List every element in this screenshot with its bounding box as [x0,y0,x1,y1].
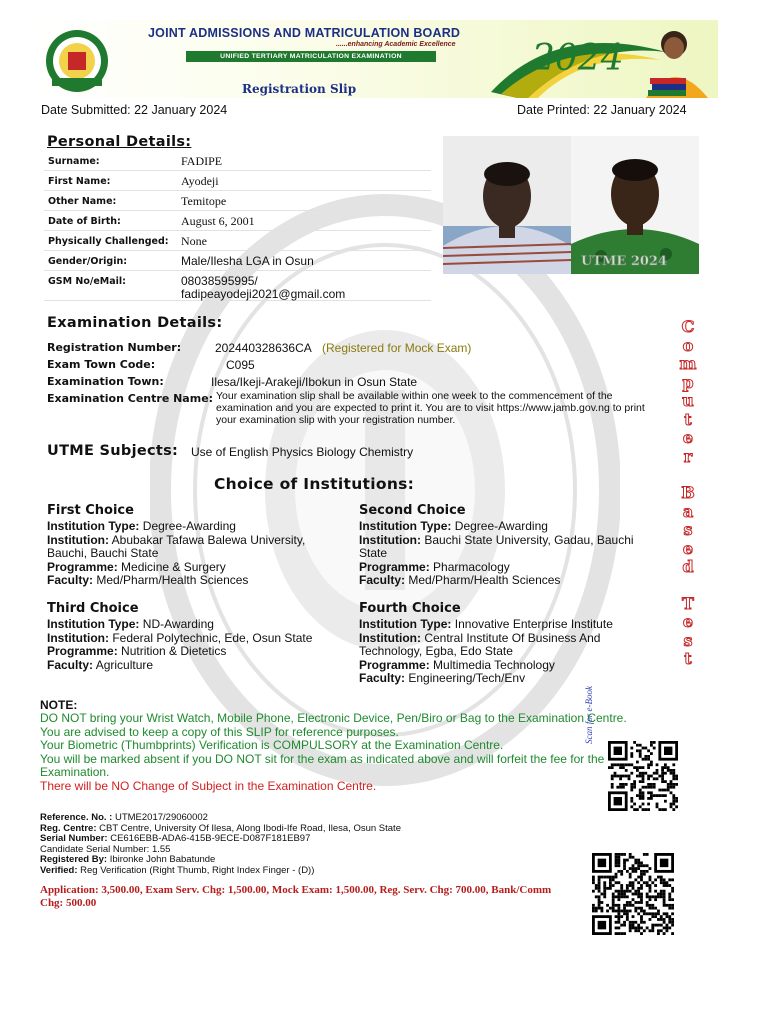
choice-institution-value: Bauchi State University, Gadau, Bauchi State [359,532,634,560]
choice-institution-value: Federal Polytechnic, Ede, Osun State [112,630,313,645]
fees-breakdown: Application: 3,500.00, Exam Serv. Chg: 1,500.00, Mock Exam: 1,500.00, Reg. Serv. Chg: 700.00, Bank/Comm Chg: 500.00 [40,884,552,909]
choice-of-institutions-heading: Choice of Institutions: [214,475,415,493]
choice-faculty-line [47,574,347,588]
reference-value: UTME2017/29060002 [114,812,208,823]
cbt-letter: e [682,612,694,631]
choice-programme-label: Programme: [359,657,430,672]
exam-town-code-value: C095 [226,358,255,372]
candidate-serial: Candidate Serial Number: 1.55 [40,843,171,855]
cbt-letter: r [683,446,693,466]
header-banner [36,20,718,98]
exam-centre-value: Your examination slip shall be available within one week to the commencement of the examination and you are expected to print it. You are to visit https://www.jamb.gov.ng to print your examination slip with your registration number. [216,390,645,426]
board-tagline: ......enhancing Academic Excellence [336,41,456,48]
choice-institution-line [359,534,659,561]
board-name: JOINT ADMISSIONS AND MATRICULATION BOARD [148,26,461,40]
photo-watermark-caption: UTME 2024 [581,254,668,269]
personal-field-value: Male/Ilesha LGA in Osun [181,254,314,268]
choice-institution-label: Institution: [359,630,421,645]
personal-field-value: Ayodeji [181,174,219,188]
choice-faculty-line [47,659,347,673]
cbt-letter: m [679,354,697,373]
note-heading: NOTE: [40,698,78,712]
choice-faculty-line [359,574,659,588]
cbt-letter: t [684,649,692,668]
choice-title: First Choice [47,503,134,518]
cbt-letter: T [682,593,694,613]
choice-faculty-label: Faculty: [359,573,406,587]
cbt-letter: e [682,428,694,447]
note-line: You will be marked absent if you DO NOT sit for the exam as indicated above and will forfeit the fee for the Examination. [40,751,605,780]
personal-field-value: FADIPE [181,154,223,168]
exam-town-label: Examination Town: [47,375,164,388]
candidate-photo-2 [571,136,699,274]
reg-number-value: 202440328636CA [215,341,312,355]
choice-programme-label: Programme: [47,559,118,574]
choice-institution-label: Institution: [47,630,109,645]
personal-field-label: First Name: [48,176,111,187]
personal-row [44,151,431,171]
choice-faculty-value: Med/Pharm/Health Sciences [96,573,249,587]
date-printed: Date Printed: 22 January 2024 [517,103,687,117]
exam-town-code-label: Exam Town Code: [47,358,156,371]
choice-title: Third Choice [47,601,139,616]
personal-field-label: Physically Challenged: [48,236,169,247]
registered-by-value: Ibironke John Babatunde [109,854,216,866]
choice-type-label: Institution Type: [47,617,140,631]
choice-block [359,503,659,588]
utme-subjects-value: Use of English Physics Biology Chemistry [191,445,414,459]
cbt-letter: d [682,557,694,576]
choice-institution-value: Abubakar Tafawa Balewa University, Bauchi, Bauchi State [47,532,306,560]
note-body [40,712,640,794]
choice-programme-line [47,561,347,575]
choice-programme-label: Programme: [47,644,118,658]
exam-centre-label: Examination Centre Name: [47,392,214,405]
note-line: DO NOT bring your Wrist Watch, Mobile Phone, Electronic Device, Pen/Biro or Bag to the Examination Centre. [40,711,627,725]
choice-type-label: Institution Type: [359,617,452,631]
scan-for-ebook-label: Scan for e-Book [584,686,594,744]
choice-faculty-line [359,672,659,686]
verified-label: Verified: [40,864,78,876]
choice-type-line [359,520,659,534]
personal-field-value: None [181,234,207,248]
cbt-letter: C [681,317,695,336]
cbt-letter: p [682,372,694,392]
choice-title: Second Choice [359,503,466,518]
personal-field-label: Gender/Origin: [48,256,128,267]
choice-faculty-label: Faculty: [47,657,94,672]
reference-details [40,813,401,877]
choice-faculty-value: Agriculture [95,657,154,672]
choice-institution-value: Central Institute Of Business And Technology, Egba, Edo State [359,630,601,658]
choice-title: Fourth Choice [359,601,461,616]
ebook-qr-code[interactable] [607,741,679,811]
note-line: Your Biometric (Thumbprints) Verification is COMPULSORY at the Examination Centre. [40,738,504,753]
choice-institution-label: Institution: [47,532,109,547]
choice-type-value: Degree-Awarding [142,519,236,533]
choice-programme-line [47,645,347,659]
student-illustration [636,26,716,98]
choice-type-line [47,520,347,534]
cbt-letter: u [682,391,694,410]
personal-details-heading: Personal Details: [47,134,192,150]
choice-institution-line [47,632,347,646]
cbt-letter [676,577,700,595]
choice-faculty-label: Faculty: [359,671,406,685]
choice-institution-line [47,534,347,561]
personal-field-value: 08038595995/ [181,274,258,288]
personal-details-table [44,151,431,301]
date-submitted: Date Submitted: 22 January 2024 [41,103,228,117]
choice-block [47,503,347,588]
personal-row [44,271,431,301]
cbt-letter: e [682,538,694,558]
choice-programme-value: Pharmacology [433,559,510,574]
personal-field-label: Date of Birth: [48,216,121,227]
personal-row [44,211,431,231]
serial-value: CE616EBB-ADA6-415B-9ECE-D087F181EB97 [110,833,311,845]
personal-field-label: GSM No/eMail: [48,276,126,287]
cbt-letter: B [681,483,695,502]
choice-type-label: Institution Type: [359,519,452,533]
verified-value: Reg Verification (Right Thumb, Right Index Finger - (D)) [80,864,315,876]
personal-field-value: Temitope [181,194,227,208]
cbt-letter [676,466,700,484]
personal-row [44,251,431,271]
computer-based-test-vertical-text [676,318,700,669]
cbt-letter: s [683,630,693,650]
choice-programme-line [359,561,659,575]
cbt-letter: o [682,335,694,355]
utme-subjects-label: UTME Subjects: [47,443,179,459]
personal-row [44,171,431,191]
choice-type-value: ND-Awarding [142,617,214,631]
choice-type-value: Innovative Enterprise Institute [454,617,613,631]
choice-programme-label: Programme: [359,559,430,574]
personal-row [44,191,431,211]
reg-mock-note: (Registered for Mock Exam) [322,341,472,355]
slip-title: Registration Slip [242,82,357,96]
reg-number-label: Registration Number: [47,341,182,354]
choice-faculty-value: Med/Pharm/Health Sciences [408,573,561,587]
exam-name-band: UNIFIED TERTIARY MATRICULATION EXAMINATION [186,51,436,62]
choice-institution-label: Institution: [359,532,421,547]
choice-programme-value: Nutrition & Dietetics [121,644,227,658]
personal-field-label: Other Name: [48,196,117,207]
cbt-letter: s [683,520,693,539]
note-line: You are advised to keep a copy of this SLIP for reference purposes. [40,724,399,739]
choice-type-line [359,618,659,632]
choice-faculty-value: Engineering/Tech/Env [408,671,526,685]
registered-by-label: Registered By: [40,854,108,866]
choice-block [47,601,347,672]
choice-type-value: Degree-Awarding [454,519,548,533]
choice-programme-line [359,659,659,673]
choice-faculty-label: Faculty: [47,573,94,587]
exam-year: 2024 [532,38,624,79]
choice-type-line [47,618,347,632]
choice-programme-value: Medicine & Surgery [121,559,226,574]
personal-field-value: August 6, 2001 [181,214,255,228]
exam-town-value: Ilesa/Ikeji-Arakeji/Ibokun in Osun State [211,375,418,389]
choice-block [359,601,659,686]
reg-centre-value: CBT Centre, University Of Ilesa, Along Ibodi-Ife Road, Ilesa, Osun State [99,822,401,834]
reference-label: Reference. No. : [40,812,113,823]
cbt-letter: t [684,409,692,429]
personal-row [44,231,431,251]
cbt-letter: a [682,501,694,521]
choice-type-label: Institution Type: [47,519,140,533]
choice-institution-line [359,632,659,659]
examination-details-heading: Examination Details: [47,315,223,331]
note-warning: There will be NO Change of Subject in the Examination Centre. [40,778,377,793]
choice-programme-value: Multimedia Technology [433,657,555,672]
candidate-photo-1 [443,136,571,274]
serial-label: Serial Number: [40,833,108,845]
jamb-logo-icon [44,28,110,94]
verification-qr-code[interactable] [592,853,674,935]
personal-field-value-email: fadipeayodeji2021@gmail.com [181,287,346,301]
reg-centre-label: Reg. Centre: [40,822,97,834]
personal-field-label: Surname: [48,156,100,167]
